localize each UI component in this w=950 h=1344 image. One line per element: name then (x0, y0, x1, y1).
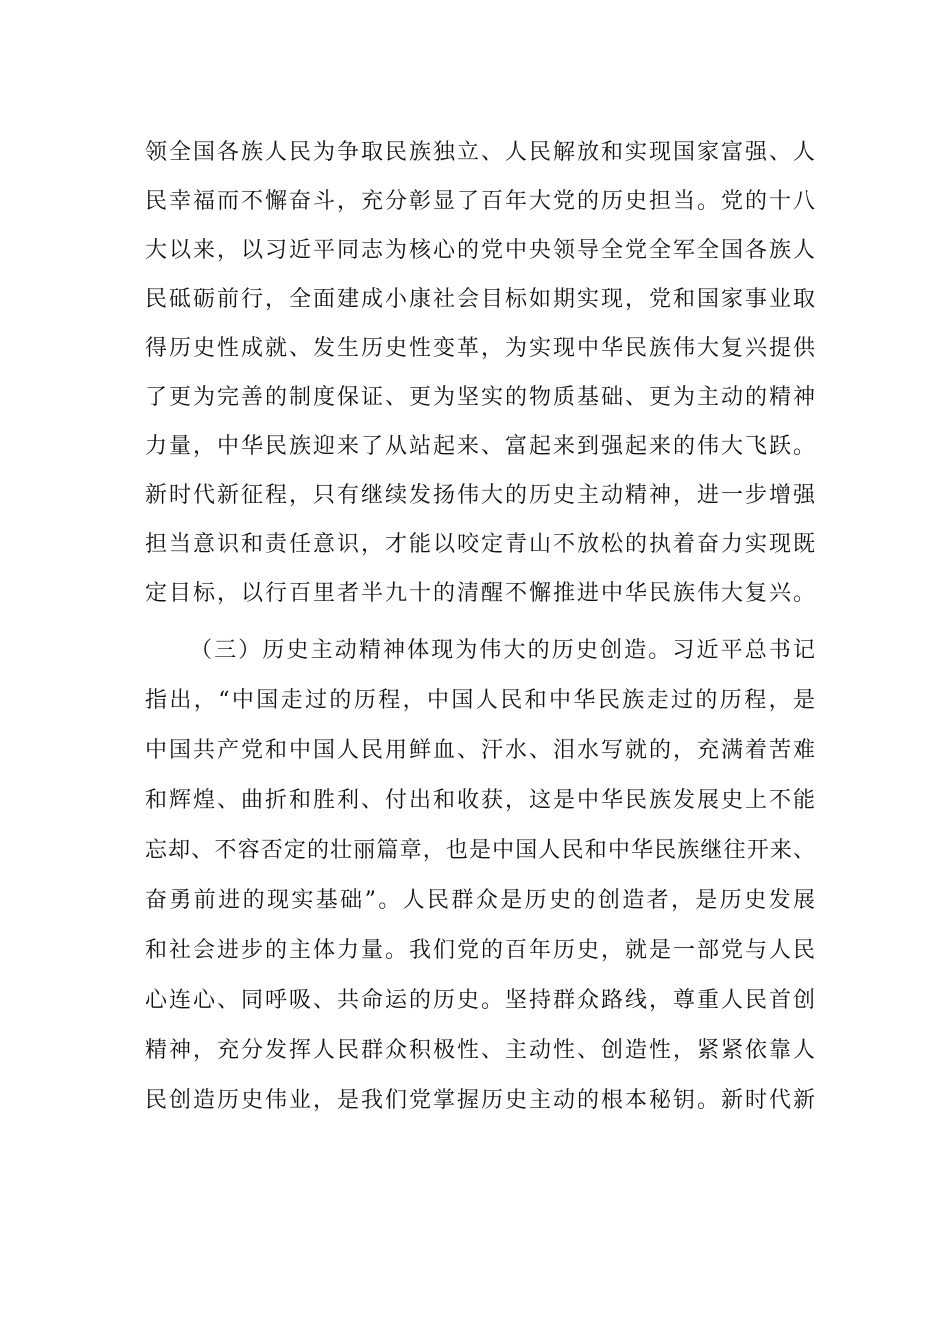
text-line-19: 精神，充分发挥人民群众积极性、主动性、创造性，紧紧依靠人 (145, 1038, 815, 1063)
text-line-9: 担当意识和责任意识，才能以咬定青山不放松的执着奋力实现既 (145, 532, 815, 557)
text-line-18: 心连心、同呼吸、共命运的历史。坚持群众路线，尊重人民首创 (145, 988, 815, 1013)
text-line-10: 定目标，以行百里者半九十的清醒不懈推进中华民族伟大复兴。 (145, 581, 815, 606)
text-line-20: 民创造历史伟业，是我们党掌握历史主动的根本秘钥。新时代新 (145, 1088, 815, 1113)
text-line-15: 忘却、不容否定的壮丽篇章，也是中国人民和中华民族继往开来、 (145, 838, 815, 863)
text-line-5: 得历史性成就、发生历史性变革，为实现中华民族伟大复兴提供 (145, 336, 815, 361)
paragraph-heading-line: （三）历史主动精神体现为伟大的历史创造。习近平总书记 (190, 638, 815, 663)
text-line-4: 民砥砺前行，全面建成小康社会目标如期实现，党和国家事业取 (145, 287, 815, 312)
text-line-8: 新时代新征程，只有继续发扬伟大的历史主动精神，进一步增强 (145, 483, 815, 508)
text-line-14: 和辉煌、曲折和胜利、付出和收获，这是中华民族发展史上不能 (145, 788, 815, 813)
text-line-6: 了更为完善的制度保证、更为坚实的物质基础、更为主动的精神 (145, 385, 815, 410)
text-line-17: 和社会进步的主体力量。我们党的百年历史，就是一部党与人民 (145, 938, 815, 963)
text-line-13: 中国共产党和中国人民用鲜血、汗水、泪水写就的，充满着苦难 (145, 738, 815, 763)
text-line-3: 大以来，以习近平同志为核心的党中央领导全党全军全国各族人 (145, 238, 815, 263)
text-line-2: 民幸福而不懈奋斗，充分彰显了百年大党的历史担当。党的十八 (145, 189, 815, 214)
text-line-16: 奋勇前进的现实基础”。人民群众是历史的创造者，是历史发展 (145, 888, 815, 913)
text-line-12: 指出，“中国走过的历程，中国人民和中华民族走过的历程，是 (145, 688, 815, 713)
text-line-1: 领全国各族人民为争取民族独立、人民解放和实现国家富强、人 (145, 140, 815, 165)
text-line-7: 力量，中华民族迎来了从站起来、富起来到强起来的伟大飞跃。 (145, 434, 815, 459)
